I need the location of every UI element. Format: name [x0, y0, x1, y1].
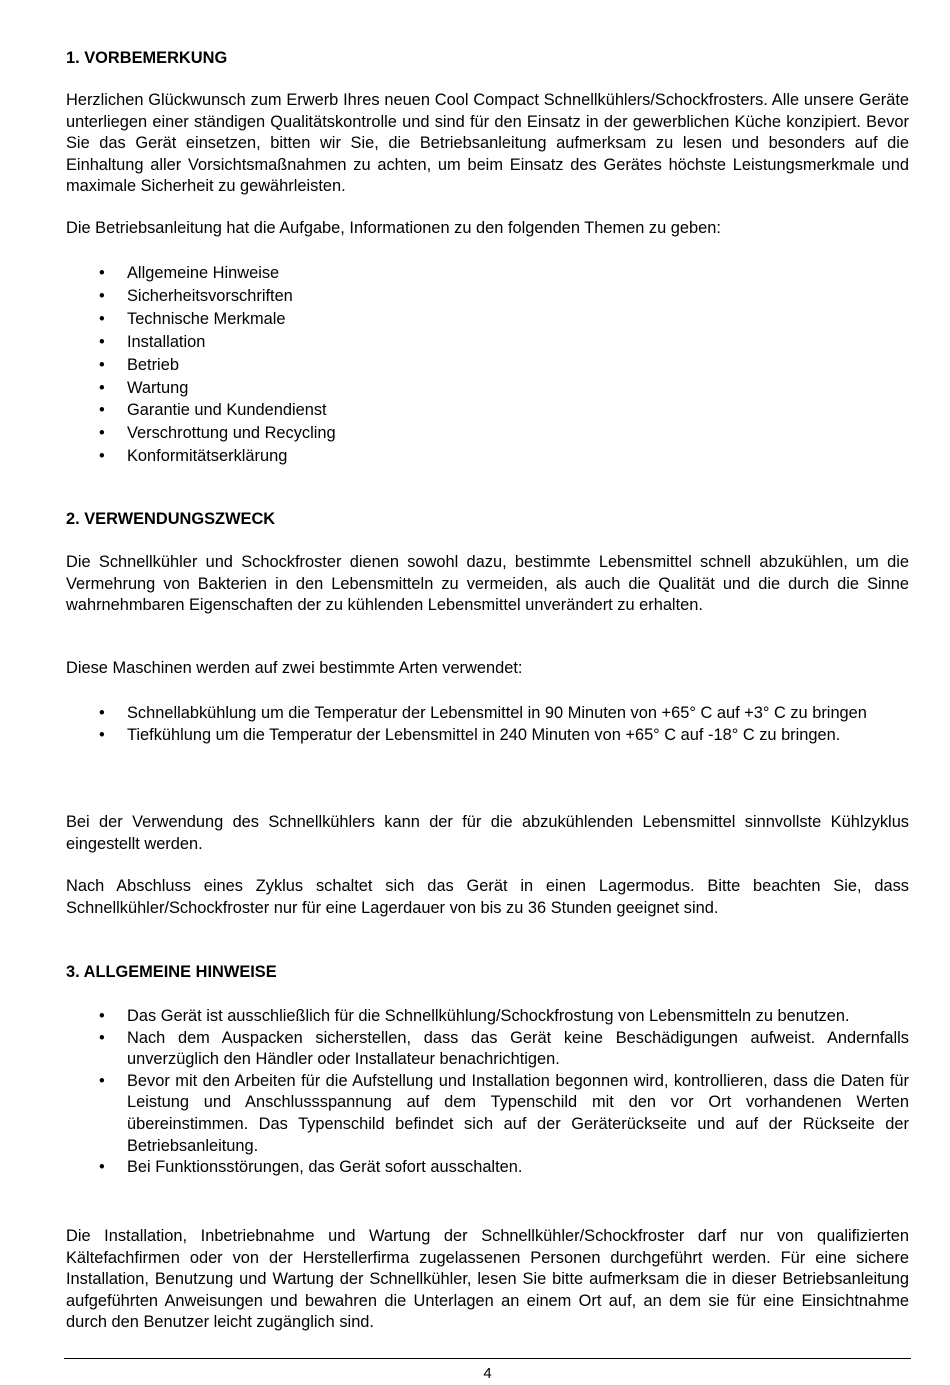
- section-2-heading: 2. VERWENDUNGSZWECK: [66, 510, 276, 528]
- bullet-icon: •: [99, 1071, 105, 1090]
- section-2-usage-list: [66, 703, 909, 746]
- bullet-icon: •: [99, 447, 105, 466]
- section-3-paragraph-1: Die Installation, Inbetriebnahme und Wartung der Schnellkühler/Schockfroster darf nur von qualifizierten Kältefachfirmen oder von der Herstellerfirma zugelassenen Personen durchgeführt werden. Für eine sichere Installation, Benutzung und Wartung der Schnellkühler, lesen Sie bitte aufmerksam die in dieser Betriebsanleitung aufgeführten Anweisungen und bewahren die Unterlagen an einem Ort auf, an dem sie für eine Einsichtnahme durch den Benutzer leicht zugänglich sind.: [66, 1227, 909, 1332]
- bullet-icon: •: [99, 704, 105, 722]
- section-3-heading: 3. ALLGEMEINE HINWEISE: [66, 963, 277, 981]
- page-number: 4: [483, 1365, 492, 1382]
- list-item: • Nach dem Auspacken sicherstellen, dass das Gerät keine Beschädigungen aufweist. Andernfalls unverzüglich den Händler oder Installateur benachrichtigen.: [99, 1028, 909, 1069]
- section-1-lead: Die Betriebsanleitung hat die Aufgabe, Informationen zu den folgenden Themen zu geben:: [66, 219, 721, 237]
- bullet-icon: •: [99, 378, 105, 397]
- list-item: • Konformitätserklärung: [66, 445, 909, 468]
- list-item: • Betrieb: [66, 354, 909, 377]
- bullet-icon: •: [99, 725, 105, 744]
- bullet-icon: •: [99, 332, 105, 351]
- list-item: • Schnellabkühlung um die Temperatur der Lebensmittel in 90 Minuten von +65° C auf +3° C zu bringen: [66, 703, 909, 725]
- list-item: • Sicherheitsvorschriften: [66, 285, 909, 308]
- section-2-paragraph-2: Nach Abschluss eines Zyklus schaltet sich das Gerät in einen Lagermodus. Bitte beachten Sie, dass Schnellkühler/Schockfroster nur für eine Lagerdauer von bis zu 36 Stunden geeignet sind.: [66, 877, 909, 917]
- section-1-heading: 1. VORBEMERKUNG: [66, 49, 228, 67]
- list-item: • Garantie und Kundendienst: [66, 399, 909, 422]
- section-3-notes-list: [66, 1006, 909, 1179]
- section-2-lead: Diese Maschinen werden auf zwei bestimmte Arten verwendet:: [66, 659, 523, 677]
- list-item: • Das Gerät ist ausschließlich für die Schnellkühlung/Schockfrostung von Lebensmitteln zu benutzen.: [66, 1006, 909, 1028]
- bullet-icon: •: [99, 401, 105, 420]
- bullet-icon: •: [99, 355, 105, 374]
- section-1-intro: Herzlichen Glückwunsch zum Erwerb Ihres neuen Cool Compact Schnellkühlers/Schockfrosters. Alle unsere Geräte unterliegen einer ständigen Qualitätskontrolle und sind für den Einsatz in der gewerblichen Küche konzipiert. Bevor Sie das Gerät einsetzen, bitten wir Sie, die Betriebsanleitung aufmerksam zu lesen und besonders auf die Einhaltung aller Vorsichtsmaßnahmen zu achten, um beim Einsatz des Gerätes höchste Leistungsmerkmale und maximale Sicherheit zu gewährleisten.: [66, 91, 909, 196]
- bullet-icon: •: [99, 424, 105, 443]
- bullet-icon: •: [99, 286, 105, 305]
- bullet-icon: •: [99, 1028, 105, 1047]
- bullet-icon: •: [99, 264, 105, 282]
- list-item: • Wartung: [66, 377, 909, 400]
- bullet-icon: •: [99, 309, 105, 328]
- list-item: • Installation: [66, 331, 909, 354]
- footer-divider: [64, 1358, 911, 1359]
- list-item: • Verschrottung und Recycling: [66, 422, 909, 445]
- list-item: • Tiefkühlung um die Temperatur der Lebensmittel in 240 Minuten von +65° C auf -18° C zu bringen.: [66, 725, 909, 747]
- list-item: • Technische Merkmale: [66, 308, 909, 331]
- section-2-paragraph-1: Bei der Verwendung des Schnellkühlers kann der für die abzukühlenden Lebensmittel sinnvollste Kühlzyklus eingestellt werden.: [66, 813, 909, 853]
- list-item: • Bei Funktionsstörungen, das Gerät sofort ausschalten.: [66, 1157, 909, 1179]
- list-item: • Allgemeine Hinweise: [66, 262, 909, 285]
- bullet-icon: •: [99, 1158, 105, 1177]
- bullet-icon: •: [99, 1007, 105, 1025]
- list-item: • Bevor mit den Arbeiten für die Aufstellung und Installation begonnen wird, kontrollieren, dass die Daten für Leistung und Anschlussspannung auf dem Typenschild mit den vor Ort vorhandenen Werten übereinstimmen. Das Typenschild befindet sich auf der Geräterückseite und auf der Rückseite der Betriebsanleitung.: [99, 1071, 909, 1155]
- section-2-intro: Die Schnellkühler und Schockfroster dienen sowohl dazu, bestimmte Lebensmittel schnell abzukühlen, um die Vermehrung von Bakterien in den Lebensmitteln zu vermeiden, als auch die Qualität und die durch die Sinne wahrnehmbaren Eigenschaften der zu kühlenden Lebensmittel unverändert zu erhalten.: [66, 553, 909, 615]
- section-1-topic-list: [66, 262, 909, 468]
